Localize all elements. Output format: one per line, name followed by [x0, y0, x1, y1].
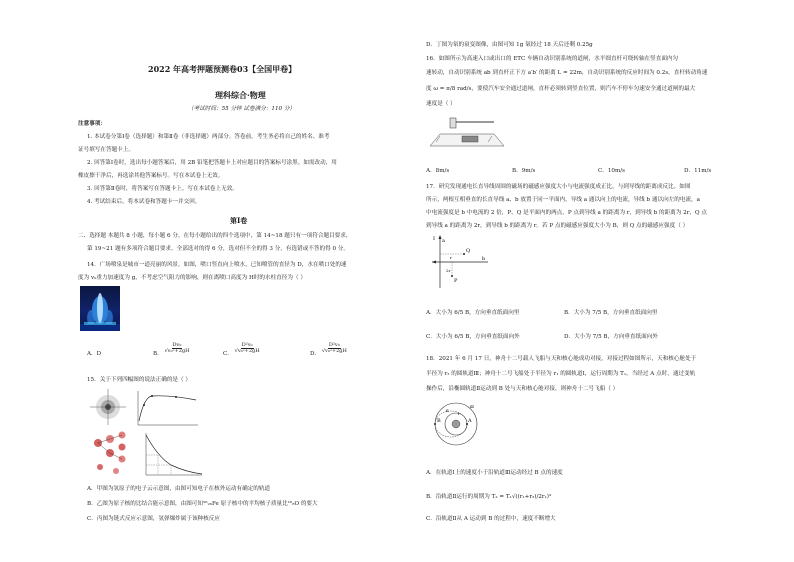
q16-option-d: D．11m/s — [684, 168, 712, 174]
fig18-label: Ⅲ — [470, 404, 474, 409]
q15-option-a: A．甲图为氢原子的电子云示意图，由图可知电子在核外运动有确定的轨道 — [87, 486, 271, 492]
q18-stem: 操作后，沿椭圆轨道Ⅱ运动到 B 处与天和核心舱对接，则神舟十二号飞船（ ） — [426, 386, 619, 392]
subject-title: 理科综合·物理 — [215, 90, 266, 100]
electron-cloud-figure — [90, 389, 126, 425]
exam-meta: （考试时间：55 分钟 试卷满分：110 分） — [188, 106, 296, 112]
q16-option-b: B．9m/s — [512, 168, 536, 174]
q16-option-c: C．10m/s — [598, 168, 626, 174]
fig18-label: A — [468, 418, 472, 424]
q18-stem: 半径为 r₃ 的圆轨道Ⅲ；神舟十二号飞船处于半径为 r₁ 的圆轨道Ⅰ，运行周期为 T₁，当经过 A 点时，通过变轨 — [426, 371, 696, 377]
binding-energy-figure — [138, 391, 198, 425]
q15-option-b: B．乙图为原子核的比结合能示意图，由图可知⁵⁶₂₆Fe 原子核中的平均核子质量比¹⁶₈O 的要大 — [87, 501, 318, 507]
q16-stem: 速转动，自动识别系统 ab 到直杆正下方 a′b′ 的距离 L = 22m，自动识别系统的反应时间为 0.2s，直杆转动角速 — [426, 70, 708, 76]
section-heading: 第Ⅰ卷 — [230, 216, 248, 225]
q18-option-a: A．在轨道Ⅰ上的速度小于沿轨道Ⅲ运动经过 B 点的速度 — [426, 470, 563, 476]
q17-stem: 所示，两根互相垂直的长直导线 a、b 放置于同一平面内，导线 a 通以向上的电流，导线 b 通以向左的电流，a — [426, 197, 700, 203]
section-intro: 二、选择题 本题共 8 小题，每小题 6 分。在每小题给出的四个选项中，第 14~18 题只有一项符合题目要求， — [78, 233, 352, 239]
q17-stem: 17．研究发现通电长直导线周围的磁场的磁感应强度大小与电流强度成正比，与到导线的距离成反比。如图 — [426, 184, 691, 190]
q15-option-d: D．丁图为氡的衰变图像，由图可知 1g 氡经过 18 天后还剩 0.25g — [426, 42, 593, 48]
q15-stem: 15．关于下列四幅图的说法正确的是（ ） — [87, 377, 191, 383]
q14-option-a: A．D — [87, 351, 102, 357]
fig17-label: 2r — [446, 268, 451, 273]
q16-stem: 16．如图所示为高速入口或出口的 ETC 车辆自动识别系统的道闸，水平细直杆可绕转轴在竖直面内匀 — [426, 56, 679, 62]
note-line: 1. 本试卷分第Ⅰ卷（选择题）和第Ⅱ卷（非选择题）两部分。答卷前，考生务必将自己的姓名、准考 — [87, 134, 330, 140]
chain-reaction-figure — [94, 432, 126, 475]
fig17-label: a — [442, 238, 445, 244]
section-intro: 第 19~21 题有多项符合题目要求。全部选对的得 6 分，选对但不全的得 3 分，有选错或不答的得 0 分。 — [87, 246, 349, 252]
toll-gate-figure — [428, 112, 506, 152]
q17-option-a: A．大小为 6/5 B，方向垂直纸面向里 — [426, 310, 520, 316]
note-line: 3. 回答第Ⅱ卷时，将答案写在答题卡上。写在本试卷上无效。 — [87, 186, 238, 192]
q17-option-b: B．大小为 7/5 B，方向垂直纸面向里 — [564, 310, 658, 316]
fountain-photo — [80, 286, 120, 331]
q15-option-c: C．丙图为链式反应示意图，氢弹爆炸属于该种核反应 — [87, 516, 220, 522]
q14-option-b: B． $\frac{\text{Dv₀}}{\text{√v₀²+2gH}}$ — [153, 341, 190, 357]
fig17-label: I — [433, 236, 435, 242]
fig17-label: P — [454, 278, 458, 284]
q18-stem: 18．2021 年 6 月 17 日，神舟十二号载人飞船与天和核心舱成功对接，对接过程如图所示，天和核心舱处于 — [426, 356, 697, 362]
note-line: 证号填写在答题卡上。 — [78, 147, 134, 153]
wires-figure — [430, 232, 490, 290]
note-line: 2. 回答第Ⅰ卷时，选出每小题答案后，用 2B 铅笔把答题卡上对应题目的答案标号涂黑。如需改动，用 — [87, 160, 337, 166]
q17-option-d: D．大小为 7/5 B，方向垂直纸面向外 — [564, 334, 658, 340]
fig17-label: r — [450, 255, 452, 260]
exam-title: 2022 年高考押题预测卷03【全国甲卷】 — [148, 64, 297, 74]
q18-option-b: B．沿轨道Ⅱ运行的周期为 T₂ = T₁√((r₁+r₃)/2r₁)³ — [426, 494, 552, 500]
fig18-label: Ⅱ — [446, 408, 449, 413]
q17-option-c: C．大小为 6/5 B，方向垂直纸面向外 — [426, 334, 520, 340]
q15-figures — [86, 387, 206, 479]
fig17-label: Q — [466, 248, 471, 254]
fig18-label: Ⅰ — [458, 411, 460, 416]
q16-stem: 度 ω = π/8 rad/s，要使汽车安全通过道闸，直杆必须转到竖直位置，则汽车不停车匀速安全通过道闸的最大 — [426, 86, 696, 92]
orbit-figure — [432, 400, 480, 448]
notes-heading: 注意事项： — [78, 121, 106, 127]
q14-stem: 度为 v₀重力加速度为 g，不考虑空气阻力的影响，则在离喷口高度为 H时的水柱直径为（ ） — [78, 275, 306, 281]
fig18-label: B — [437, 418, 441, 424]
q14-stem: 14．广场喷泉是城市一道亮丽的风景。如图，喷口竖直向上喷水，已知喷管的直径为 D，水在喷口处的速 — [87, 262, 347, 268]
note-line: 4. 考试结束后，将本试卷和答题卡一并交回。 — [87, 199, 201, 205]
q17-stem: 中电流强度是 b 中电流的 2 倍，P、Q 是平面内的两点，P 点到导线 a 的距离为 r，到导线 b 的距离为 2r，Q 点 — [426, 210, 707, 216]
q14-option-d: D． $\frac{\text{D²v₀}}{\text{√v₀²+2gH}}$ — [310, 341, 347, 357]
q16-stem: 速度是（ ） — [426, 101, 456, 107]
q17-stem: 到导线 a 的距离为 2r，到导线 b 的距离为 r。若 P 点的磁感应强度大小为 B，则 Q 点的磁感应强度（ ） — [426, 223, 689, 229]
decay-figure — [146, 433, 202, 475]
q16-option-a: A．8m/s — [426, 168, 450, 174]
note-line: 橡皮擦干净后，再选涂其他答案标号。写在本试卷上无效。 — [78, 173, 224, 179]
fig17-label: b — [482, 256, 486, 262]
q18-option-c: C．沿轨道Ⅱ从 A 运动到 B 的过程中，速度不断增大 — [426, 516, 556, 522]
q14-option-c: C． $\frac{\text{D²v₀}}{\text{√v₀²+2gH}}$ — [223, 341, 260, 357]
